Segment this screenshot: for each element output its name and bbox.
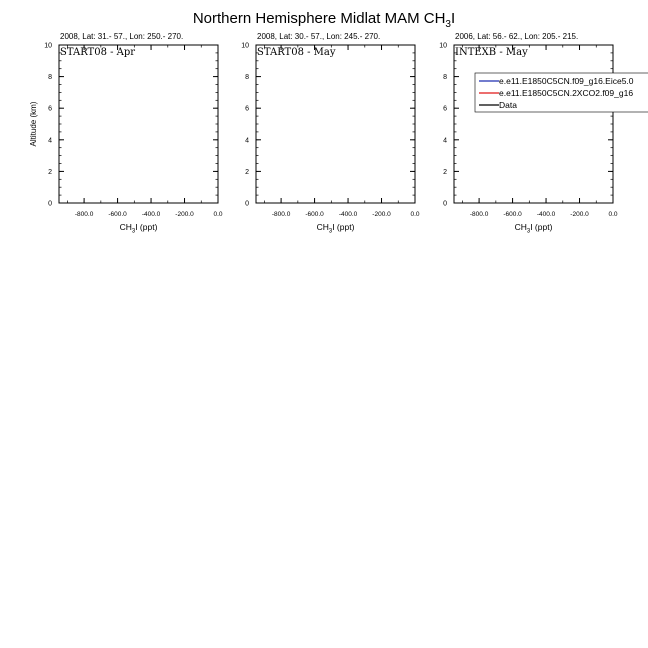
y-tick-label: 2	[443, 168, 447, 176]
y-tick-label: 0	[245, 200, 249, 208]
x-tick-label: -800.0	[469, 211, 489, 218]
figure-title: Northern Hemisphere Midlat MAM $CH_3I$	[192, 10, 456, 30]
plot-frame	[454, 45, 613, 203]
x-tick-label: -400.0	[536, 211, 556, 218]
x-tick-label: -400.0	[141, 211, 161, 218]
y-tick-label: 6	[245, 105, 249, 113]
y-axis-label: Altitude (km)	[29, 101, 38, 147]
panel-subtitle: 2006, Lat: 56.- 62., Lon: 205.- 215.	[455, 32, 579, 41]
x-tick-label: -200.0	[570, 211, 589, 218]
legend-entry-1: e.e11.E1850C5CN.f09_g16.Eice5.0	[499, 76, 634, 86]
y-tick-label: 6	[48, 105, 52, 113]
y-tick-label: 0	[443, 200, 447, 208]
y-tick-label: 8	[443, 74, 447, 82]
x-tick-label: 0.0	[213, 211, 223, 218]
campaign-label: START08 - Apr	[60, 47, 136, 58]
panel-subtitle: 2008, Lat: 30.- 57., Lon: 245.- 270.	[257, 32, 381, 41]
panel-subtitle: 2008, Lat: 31.- 57., Lon: 250.- 270.	[60, 32, 184, 41]
x-axis-label: $CH_3I$ (ppt)	[514, 222, 553, 235]
x-tick-label: -600.0	[503, 211, 522, 218]
panel-2	[241, 32, 420, 235]
x-tick-label: 0.0	[410, 211, 420, 218]
y-tick-label: 4	[48, 137, 52, 145]
y-tick-label: 10	[241, 42, 249, 50]
y-tick-label: 8	[48, 74, 52, 82]
y-tick-label: 6	[443, 105, 447, 113]
y-tick-label: 0	[48, 200, 52, 208]
x-tick-label: -200.0	[175, 211, 194, 218]
panels	[29, 32, 648, 235]
plot-frame	[256, 45, 415, 203]
y-tick-label: 2	[48, 168, 52, 176]
y-tick-label: 4	[245, 137, 249, 145]
legend-entry-2: e.e11.E1850C5CN.2XCO2.f09_g16	[499, 88, 634, 98]
x-axis-label: $CH_3I$ (ppt)	[119, 222, 158, 235]
x-tick-label: -200.0	[372, 211, 391, 218]
campaign-label: START08 - May	[257, 47, 336, 58]
panel-1	[29, 32, 223, 235]
x-tick-label: -400.0	[338, 211, 358, 218]
panel-3	[439, 32, 648, 235]
x-tick-label: 0.0	[608, 211, 618, 218]
legend-entry-3: Data	[499, 100, 517, 110]
legend	[475, 73, 648, 112]
y-tick-label: 2	[245, 168, 249, 176]
y-tick-label: 8	[245, 74, 249, 82]
x-axis-label: $CH_3I$ (ppt)	[316, 222, 355, 235]
y-tick-label: 10	[44, 42, 52, 50]
x-tick-label: -800.0	[74, 211, 94, 218]
campaign-label: INTEXB - May	[455, 47, 528, 58]
plot-frame	[59, 45, 218, 203]
y-tick-label: 10	[439, 42, 447, 50]
x-tick-label: -600.0	[108, 211, 127, 218]
y-tick-label: 4	[443, 137, 447, 145]
x-tick-label: -800.0	[271, 211, 291, 218]
x-tick-label: -600.0	[305, 211, 324, 218]
